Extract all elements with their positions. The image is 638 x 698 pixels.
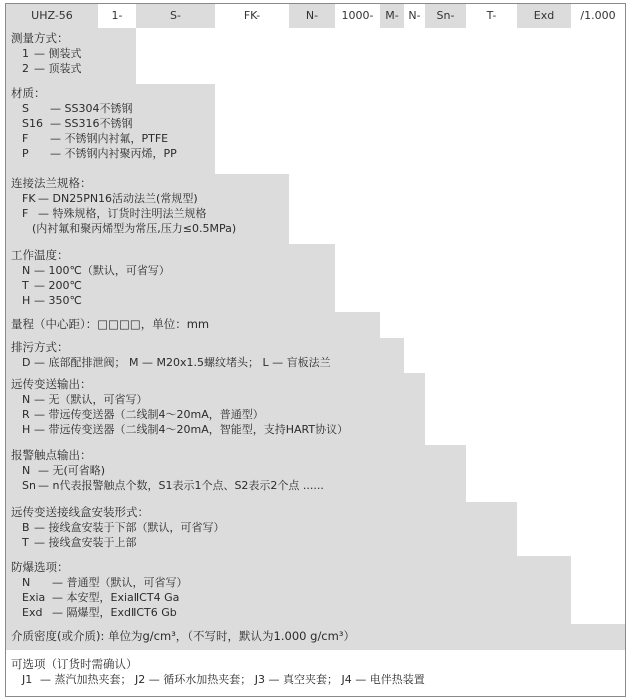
option-line: T — 200℃ <box>22 279 82 292</box>
header-cell-density: /1.000 <box>580 9 616 22</box>
section-explosion-proof <box>6 560 188 620</box>
section-transmitter <box>6 377 348 437</box>
option-line: 2 — 顶装式 <box>22 62 82 75</box>
option-line: S16 — SS316不锈钢 <box>22 117 133 130</box>
section-alarm <box>6 448 324 493</box>
option-line: D — 底部配排泄阀； M — M20x1.5螺纹堵头； L — 盲板法兰 <box>22 356 331 369</box>
section-optional <box>6 657 425 687</box>
option-line: N — 100℃（默认，可省写） <box>22 264 170 277</box>
section-title: 量程（中心距）：□□□□，单位：mm <box>11 317 210 331</box>
section-title: 可选项（订货时需确认） <box>11 657 138 671</box>
section-title: 工作温度： <box>11 248 69 262</box>
header-cell-temp: N- <box>289 4 335 28</box>
option-line: F — 不锈钢内衬氟，PTFE <box>22 132 169 145</box>
section-flange <box>6 176 236 236</box>
option-line: N — 普通型（默认，可省写） <box>22 576 188 589</box>
option-line: B — 接线盒安装于下部（默认，可省写） <box>22 521 225 534</box>
section-title: 介质密度(或介质): 单位为g/cm³，（不写时，默认为1.000 g/cm³） <box>11 629 355 643</box>
option-line: P — 不锈钢内衬聚丙烯，PP <box>22 147 177 160</box>
section-title: 排污方式： <box>11 340 69 354</box>
option-line: Exd — 隔爆型，ExdⅡCT6 Gb <box>22 606 177 619</box>
section-title: 远传变送输出： <box>11 377 92 391</box>
section-title: 防爆选项： <box>11 560 69 574</box>
option-line: F — 特殊规格，订货时注明法兰规格 <box>22 207 207 220</box>
section-material <box>6 86 177 161</box>
section-range <box>6 317 209 332</box>
option-line: 1 — 侧装式 <box>22 47 82 60</box>
section-title: 远传变送接线盒安装形式： <box>11 505 149 519</box>
option-line: N — 无（默认，可省写） <box>22 393 148 406</box>
section-title: 测量方式： <box>11 31 69 45</box>
option-line: Exia — 本安型，ExiaⅡCT4 Ga <box>22 591 180 604</box>
header-cell-model: UHZ-56 <box>6 4 98 28</box>
option-line: (内衬氟和聚丙烯型为常压,压力≤0.5MPa) <box>32 222 237 235</box>
header-cell-junction: T- <box>486 9 497 22</box>
option-line: H — 350℃ <box>22 294 82 307</box>
header-cell-alarm: Sn- <box>425 4 466 28</box>
header-cell-flange: FK- <box>243 9 261 22</box>
section-temperature <box>6 248 170 308</box>
option-line: FK — DN25PN16活动法兰(常规型) <box>22 192 198 205</box>
section-drain <box>6 340 331 370</box>
option-line: N — 无(可省略) <box>22 464 106 477</box>
header-cell-range: 1000- <box>341 9 374 22</box>
option-line: H — 带远传变送器（二线制4～20mA，智能型，支持HART协议） <box>22 423 349 436</box>
section-measure-method <box>6 31 82 76</box>
option-line: T — 接线盒安装于上部 <box>22 536 137 549</box>
option-line: J1 — 蒸汽加热夹套； J2 — 循环水加热夹套； J3 — 真空夹套； J4 — 电伴热装置 <box>22 673 425 686</box>
header-cell-explosion: Exd <box>517 4 571 28</box>
section-title: 材质： <box>11 86 46 100</box>
header-cell-measure: 1- <box>111 9 123 22</box>
option-line: R — 带远传变送器（二线制4～20mA，普通型） <box>22 408 264 421</box>
section-junction-box <box>6 505 225 550</box>
option-line: S — SS304不锈钢 <box>22 102 133 115</box>
header-cell-drain: M- <box>380 4 404 28</box>
header-cell-material: S- <box>136 4 215 28</box>
section-title: 报警触点输出： <box>11 448 92 462</box>
model-code-header <box>6 4 625 28</box>
header-cell-transmitter: N- <box>408 9 421 22</box>
model-selection-table <box>5 3 626 697</box>
option-line: Sn — n代表报警触点个数，S1表示1个点、S2表示2个点 ...... <box>22 479 324 492</box>
section-density <box>6 629 355 644</box>
section-title: 连接法兰规格： <box>11 176 92 190</box>
